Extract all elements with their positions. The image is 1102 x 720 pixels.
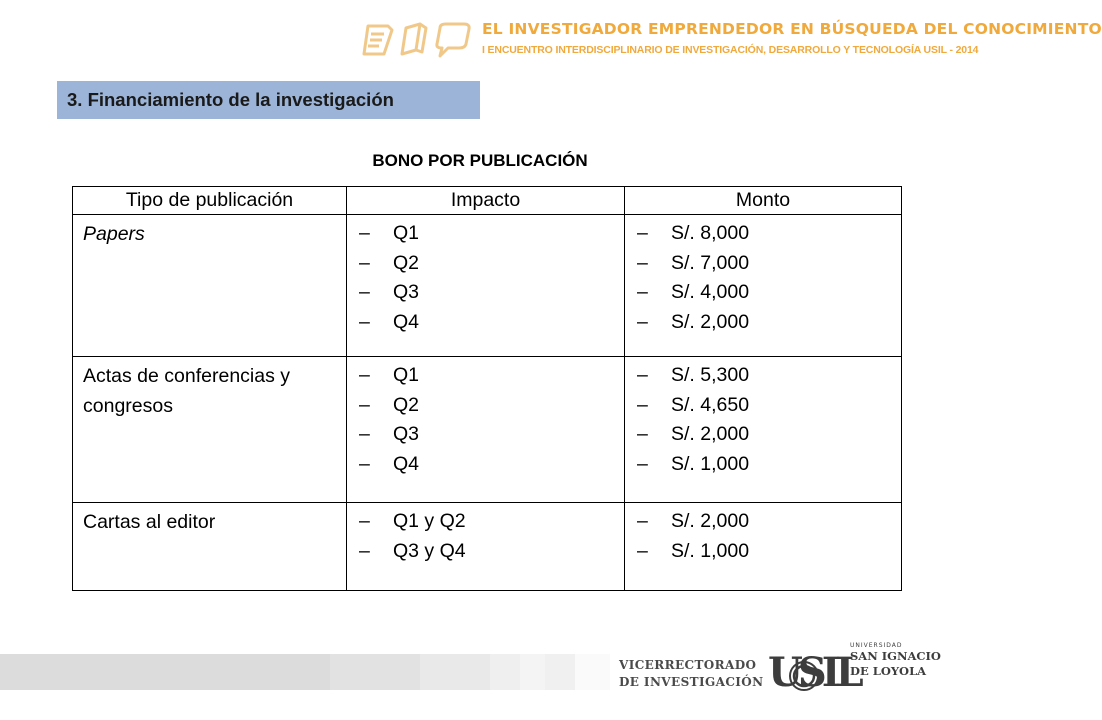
list-item: – Q2	[359, 393, 420, 416]
vice-rectorate-label: VICERRECTORADO DE INVESTIGACIÓN	[619, 658, 764, 689]
list-item: – Q4	[359, 310, 420, 333]
usil-logo	[768, 640, 859, 706]
impact-cell	[347, 357, 625, 503]
book-icon	[402, 24, 426, 54]
list-item: – S/. 7,000	[637, 251, 750, 274]
list-item: – Q2	[359, 251, 420, 274]
list-item: – Q3 y Q4	[359, 539, 466, 562]
list-item: – S/. 8,000	[637, 222, 750, 244]
list-item: – S/. 2,000	[637, 310, 750, 333]
header-cell-impact: Impacto	[347, 187, 625, 215]
list-item: – S/. 2,000	[637, 510, 750, 532]
publication-type-cell: Cartas al editor	[73, 503, 347, 591]
document-icon	[364, 26, 392, 54]
table-header-row	[73, 187, 902, 215]
footer-gradient-band	[0, 654, 610, 690]
list-item: – S/. 5,300	[637, 364, 750, 386]
list-item: – Q4	[359, 452, 420, 475]
speech-bubble-icon	[437, 24, 469, 56]
list-item: – S/. 4,650	[637, 393, 750, 416]
list-item: – S/. 2,000	[637, 423, 750, 445]
list-item: – S/. 4,000	[637, 281, 750, 303]
table-title: BONO POR PUBLICACIÓN	[372, 151, 588, 170]
amount-cell	[625, 215, 902, 357]
header-cell-type: Tipo de publicación	[73, 187, 347, 215]
table-row	[73, 357, 902, 503]
publication-type-cell: Actas de conferencias y congresos	[73, 357, 347, 503]
amount-cell	[625, 503, 902, 591]
publication-type-cell: Papers	[73, 215, 347, 357]
list-item: – Q1	[359, 364, 420, 386]
svg-text:USIL: USIL	[768, 649, 859, 696]
header-subtitle: I ENCUENTRO INTERDISCIPLINARIO DE INVESTIGACIÓN, DESARROLLO Y TECNOLOGÍA USIL - 2014	[482, 44, 979, 56]
section-banner	[57, 81, 480, 119]
table-row	[73, 215, 902, 357]
header-icons	[362, 20, 472, 60]
list-item: – Q3	[359, 423, 420, 445]
bonus-table	[72, 186, 902, 591]
table-row	[73, 503, 902, 591]
impact-cell	[347, 215, 625, 357]
list-item: – Q3	[359, 281, 420, 303]
section-title: 3. Financiamiento de la investigación	[67, 89, 394, 110]
list-item: – S/. 1,000	[637, 452, 750, 475]
university-name: UNIVERSIDAD SAN IGNACIO DE LOYOLA	[850, 642, 941, 678]
list-item: – S/. 1,000	[637, 539, 750, 562]
impact-cell	[347, 503, 625, 591]
header-title: EL INVESTIGADOR EMPRENDEDOR EN BÚSQUEDA DEL CONOCIMIENTO	[482, 20, 1102, 38]
list-item: – Q1 y Q2	[359, 510, 466, 532]
amount-cell	[625, 357, 902, 503]
list-item: – Q1	[359, 222, 420, 244]
header-cell-amount: Monto	[625, 187, 902, 215]
